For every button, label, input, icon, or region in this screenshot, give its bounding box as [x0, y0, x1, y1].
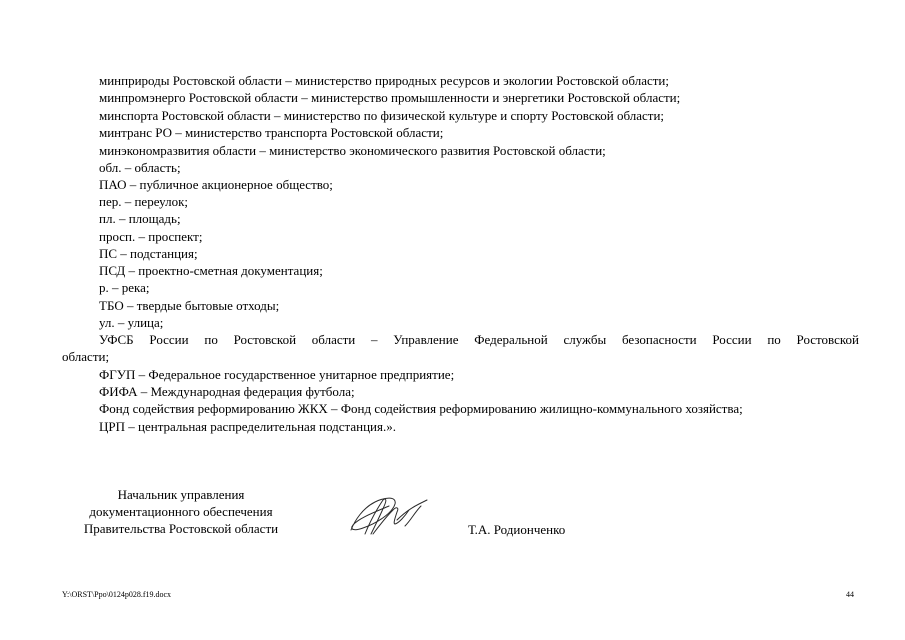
abbreviation-line: пл. – площадь;: [99, 211, 181, 226]
abbreviation-line: просп. – проспект;: [99, 229, 203, 244]
abbreviation-line: ул. – улица;: [99, 315, 164, 330]
abbreviation-line: ЦРП – центральная распределительная подстанция.».: [99, 419, 396, 434]
abbreviation-line: обл. – область;: [99, 160, 181, 175]
abbreviation-line: ПСД – проектно-сметная документация;: [99, 263, 323, 278]
abbreviation-line: Фонд содействия реформированию ЖКХ – Фонд содействия реформированию жилищно-коммунального хозяйства;: [99, 401, 743, 416]
abbreviation-line: УФСБ России по Ростовской области – Управление Федеральной службы безопасности России по Ростовской: [99, 332, 859, 347]
abbreviation-line: минспорта Ростовской области – министерство по физической культуре и спорту Ростовской области;: [99, 108, 665, 123]
abbreviation-line: минтранс РО – министерство транспорта Ростовской области;: [99, 125, 444, 140]
signatory-position-line: Правительства Ростовской области: [83, 521, 279, 536]
abbreviation-line: минэкономразвития области – министерство экономического развития Ростовской области;: [99, 143, 606, 158]
abbreviation-line: ПС – подстанция;: [99, 246, 198, 261]
abbreviation-line: ПАО – публичное акционерное общество;: [99, 177, 333, 192]
signatory-name: Т.А. Родионченко: [468, 522, 566, 537]
abbreviation-line-continuation: области;: [62, 349, 110, 364]
abbreviation-line: минприроды Ростовской области – министерство природных ресурсов и экологии Ростовской области;: [99, 73, 669, 88]
abbreviation-line: ФГУП – Федеральное государственное унитарное предприятие;: [99, 367, 455, 382]
page-number: 44: [846, 590, 854, 599]
abbreviation-line: ФИФА – Международная федерация футбола;: [99, 384, 355, 399]
footer-file-path: Y:\ORST\Ppo\0124p028.f19.docx: [62, 590, 172, 599]
signatory-position: [58, 486, 304, 537]
abbreviation-line: минпромэнерго Ростовской области – министерство промышленности и энергетики Ростовской области;: [99, 90, 681, 105]
abbreviation-line: пер. – переулок;: [99, 194, 188, 209]
handwritten-signature: [345, 490, 435, 542]
signatory-position-line: Начальник управления: [117, 487, 245, 502]
abbreviation-line: ТБО – твердые бытовые отходы;: [99, 298, 280, 313]
signatory-position-line: документационного обеспечения: [89, 504, 273, 519]
abbreviation-line: р. – река;: [99, 280, 150, 295]
